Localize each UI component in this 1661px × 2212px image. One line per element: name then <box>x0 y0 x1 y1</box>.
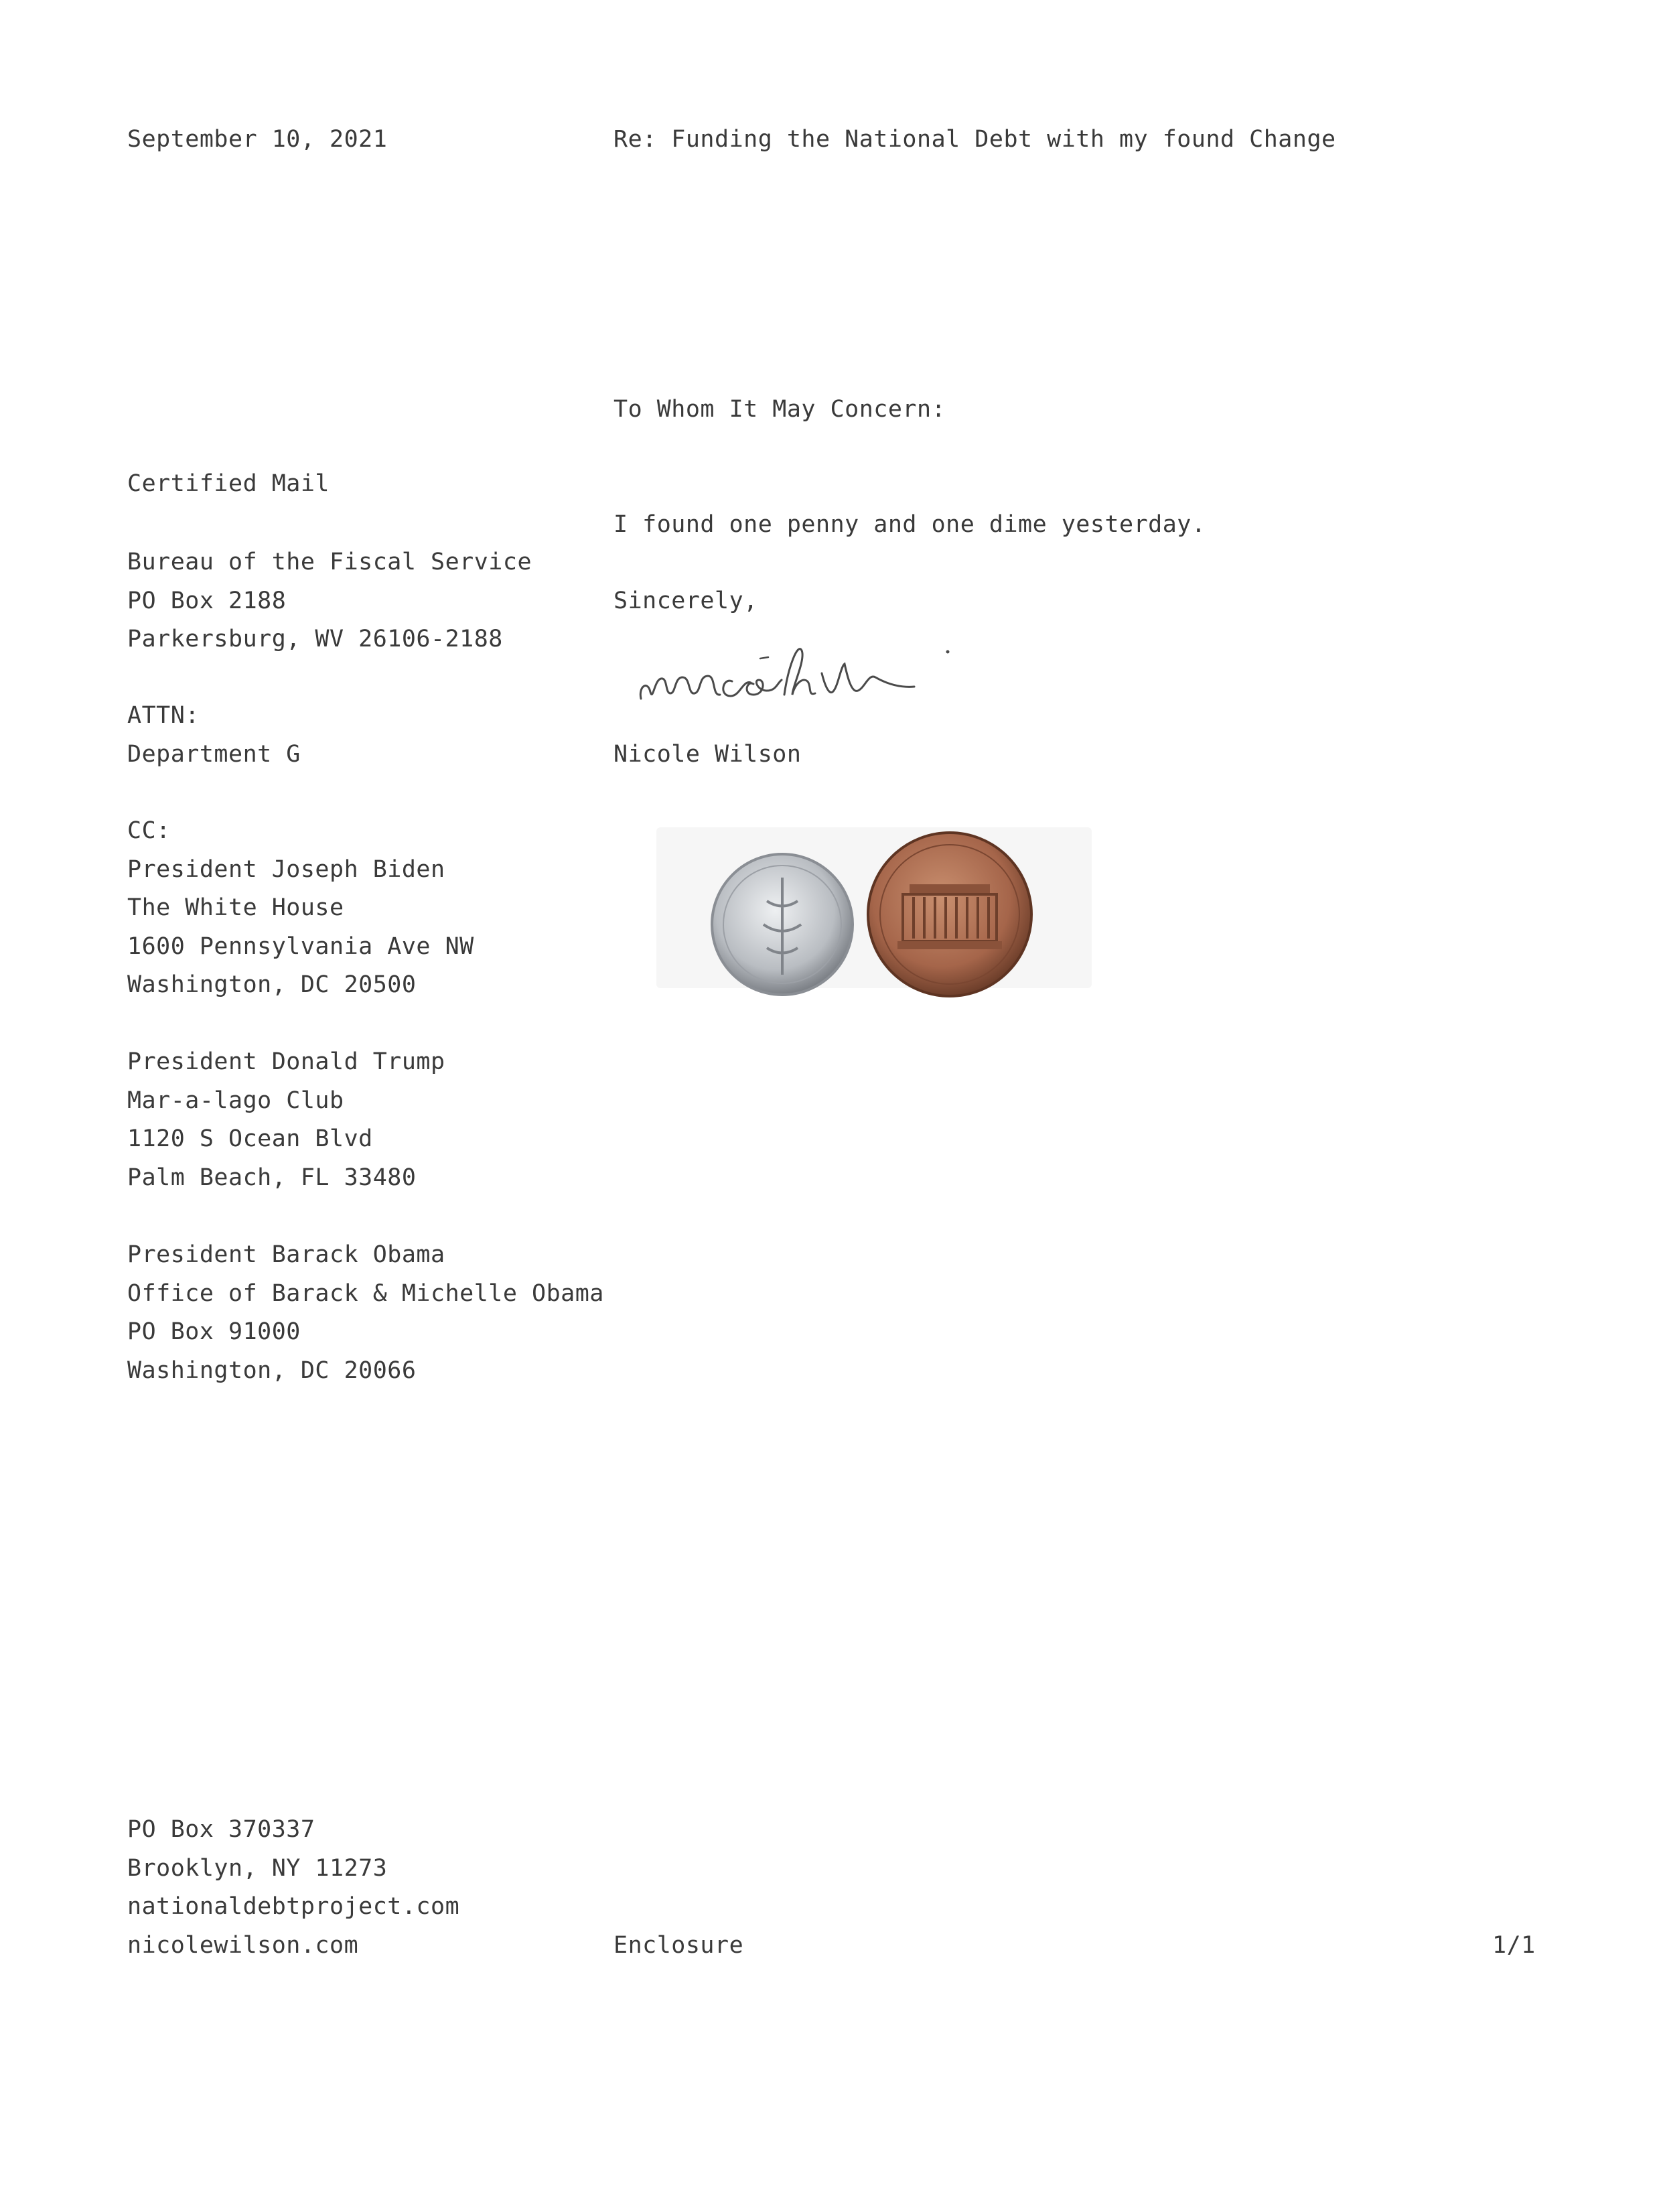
cc-trump-line4: Palm Beach, FL 33480 <box>127 1164 417 1191</box>
cc-biden-line4: Washington, DC 20500 <box>127 971 417 998</box>
cc-trump-name: President Donald Trump <box>127 1048 445 1075</box>
cc-obama-block <box>127 1236 604 1390</box>
cc-biden-line3: 1600 Pennsylvania Ave NW <box>127 932 474 960</box>
letter-body: I found one penny and one dime yesterday. <box>613 511 1206 538</box>
cc-biden-name: President Joseph Biden <box>127 855 445 883</box>
attn-label: ATTN: <box>127 702 200 729</box>
salutation: To Whom It May Concern: <box>613 396 946 423</box>
enclosed-coins <box>656 814 1092 1035</box>
cc-block <box>127 812 474 1005</box>
recipient-city: Parkersburg, WV 26106-2188 <box>127 626 503 652</box>
sender-website-personal: nicolewilson.com <box>127 1931 359 1959</box>
penny-icon <box>868 833 1031 996</box>
page-number: 1/1 <box>1492 1932 1536 1959</box>
recipient-po-box: PO Box 2188 <box>127 587 287 614</box>
cc-obama-line2: Office of Barack & Michelle Obama <box>127 1280 604 1307</box>
sender-po-box: PO Box 370337 <box>127 1816 315 1843</box>
letter-subject: Re: Funding the National Debt with my found Change <box>613 126 1336 153</box>
recipient-name: Bureau of the Fiscal Service <box>127 549 532 575</box>
enclosure-label: Enclosure <box>613 1932 744 1959</box>
cc-biden-line2: The White House <box>127 894 344 921</box>
dime-icon <box>712 854 853 995</box>
letter-date: September 10, 2021 <box>127 126 388 153</box>
attn-block <box>127 697 301 774</box>
cc-label: CC: <box>127 817 171 844</box>
cc-trump-block <box>127 1043 445 1197</box>
cc-obama-line3: PO Box 91000 <box>127 1318 301 1345</box>
recipient-address <box>127 543 532 659</box>
sender-name: Nicole Wilson <box>613 741 802 768</box>
cc-obama-name: President Barack Obama <box>127 1241 445 1268</box>
cc-trump-line2: Mar-a-lago Club <box>127 1087 344 1114</box>
cc-obama-line4: Washington, DC 20066 <box>127 1357 417 1384</box>
sender-address <box>127 1811 459 1965</box>
delivery-method: Certified Mail <box>127 470 330 497</box>
closing: Sincerely, <box>613 587 758 614</box>
sender-website-project: nationaldebtproject.com <box>127 1893 460 1920</box>
signature <box>633 626 961 713</box>
cc-trump-line3: 1120 S Ocean Blvd <box>127 1125 373 1152</box>
attn-department: Department G <box>127 740 301 768</box>
sender-city: Brooklyn, NY 11273 <box>127 1854 388 1882</box>
